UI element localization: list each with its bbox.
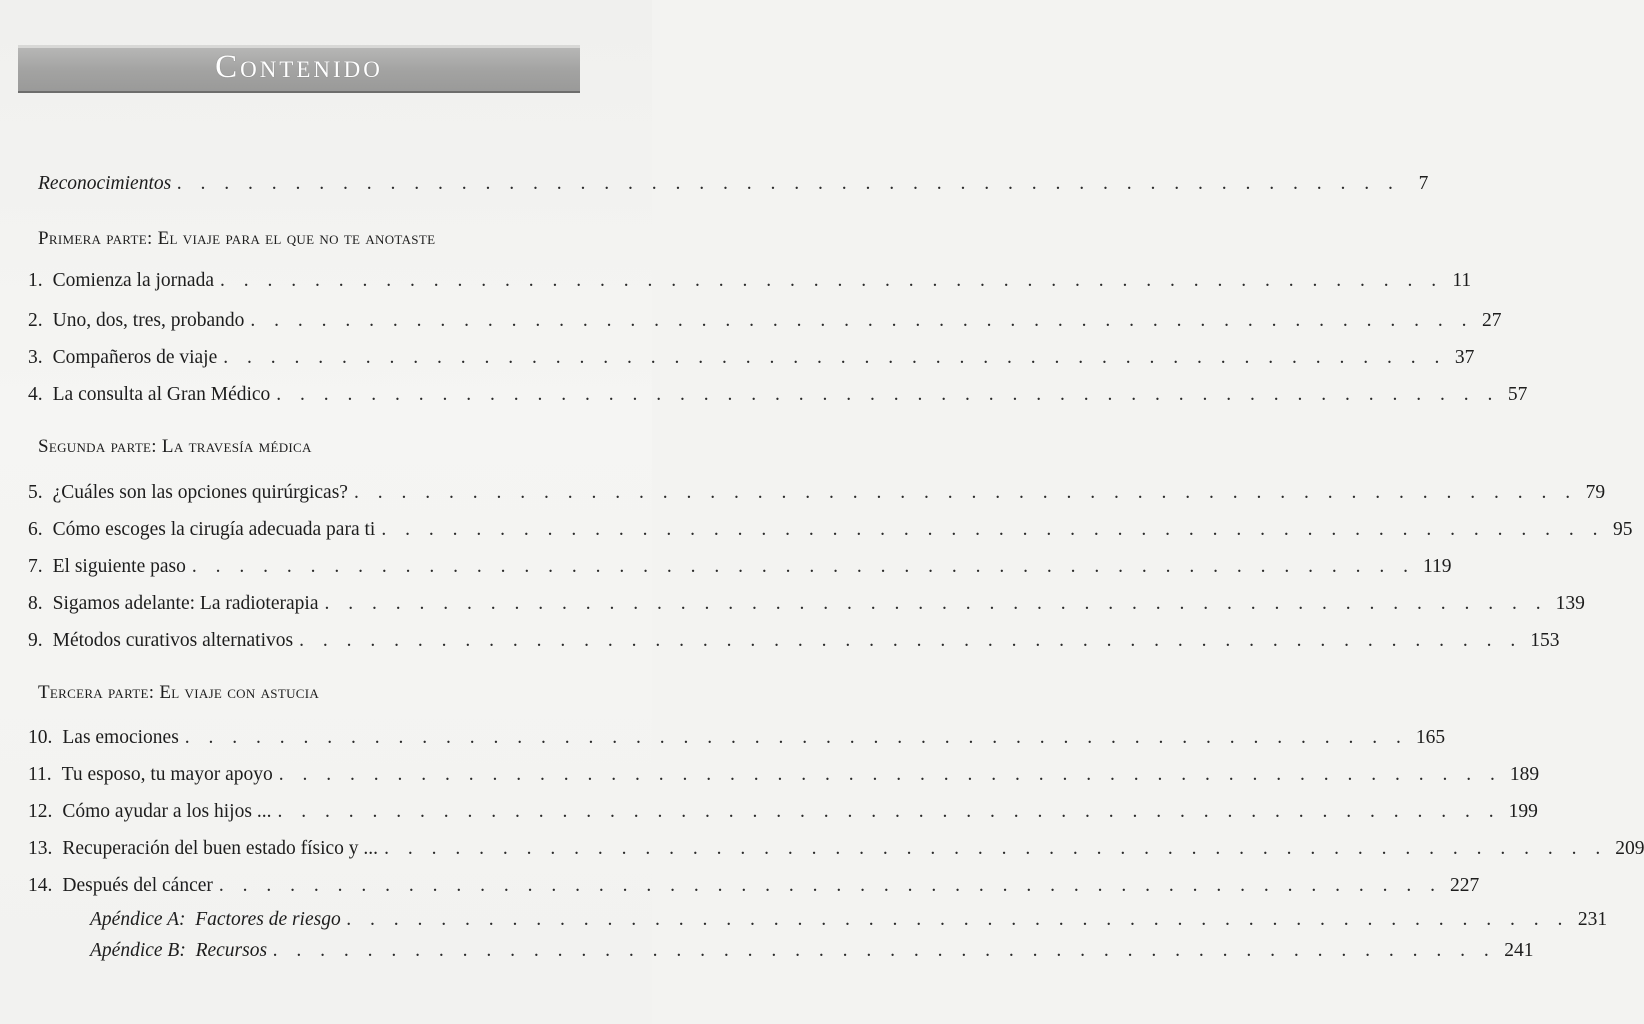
dot-leader: . . . . . . . . . . . . . . . . . . . . . . . . . . . . . . . . . . . . . . . . . . . . . . . . . . . .	[219, 270, 1444, 291]
toc-entry-page: 37	[1454, 347, 1475, 368]
toc-entry-title: Recuperación del buen estado físico y ...	[62, 838, 379, 859]
toc-entry-14[interactable]	[28, 875, 1480, 901]
toc-entry-title: Tu esposo, tu mayor apoyo	[61, 764, 273, 785]
toc-entry-number: 8.	[28, 593, 43, 614]
toc-entry-page: 165	[1415, 727, 1446, 748]
toc-entry-7[interactable]	[28, 556, 1452, 582]
toc-entry-number: 13.	[28, 838, 53, 859]
part-heading-2: Segunda parte: La travesía médica	[38, 436, 312, 457]
dot-leader: . . . . . . . . . . . . . . . . . . . . . . . . . . . . . . . . . . . . . . . . . . . . . . . . . . . .	[273, 940, 1497, 961]
dot-leader: . . . . . . . . . . . . . . . . . . . . . . . . . . . . . . . . . . . . . . . . . . . . . . . . . . . .	[381, 519, 1605, 540]
toc-entry-number: 7.	[28, 556, 43, 577]
dot-leader: . . . . . . . . . . . . . . . . . . . . . . . . . . . . . . . . . . . . . . . . . . . . . . . . . . . .	[299, 630, 1523, 651]
toc-entry-number: 6.	[28, 519, 43, 540]
toc-entry-title: La consulta al Gran Médico	[52, 384, 271, 405]
toc-entry-page: 153	[1530, 630, 1560, 651]
toc-entry-page: 11	[1452, 270, 1472, 291]
toc-entry-5[interactable]	[28, 482, 1606, 508]
dot-leader: . . . . . . . . . . . . . . . . . . . . . . . . . . . . . . . . . . . . . . . . . . . . . . . . . . . .	[353, 482, 1578, 503]
toc-entry-number: 10.	[28, 727, 53, 748]
toc-entry-front[interactable]	[38, 173, 1429, 199]
toc-entry-page: 7	[1418, 173, 1429, 194]
toc-entry-number: 9.	[28, 630, 43, 651]
toc-entry-title: Uno, dos, tres, probando	[52, 310, 245, 331]
toc-entry-title: Apéndice B: Recursos	[90, 940, 268, 961]
dot-leader: . . . . . . . . . . . . . . . . . . . . . . . . . . . . . . . . . . . . . . . . . . . . . . . . . . . .	[218, 875, 1443, 896]
toc-entry-title: Métodos curativos alternativos	[52, 630, 294, 651]
toc-entry-title: Compañeros de viaje	[52, 347, 218, 368]
toc-entry-3[interactable]	[28, 347, 1475, 373]
toc-entry-title: Cómo escoges la cirugía adecuada para ti	[52, 519, 376, 540]
toc-entry-page: 199	[1508, 801, 1538, 822]
toc-entry-13[interactable]	[28, 838, 1644, 864]
dot-leader: . . . . . . . . . . . . . . . . . . . . . . . . . . . . . . . . . . . . . . . . . . . . . . . . . . . .	[346, 909, 1570, 930]
toc-entry-page: 241	[1504, 940, 1534, 961]
toc-entry-page: 209	[1615, 838, 1644, 859]
toc-entry-page: 189	[1509, 764, 1540, 785]
dot-leader: . . . . . . . . . . . . . . . . . . . . . . . . . . . . . . . . . . . . . . . . . . . . . . . . . . . .	[223, 347, 1447, 368]
dot-leader: . . . . . . . . . . . . . . . . . . . . . . . . . . . . . . . . . . . . . . . . . . . . . . . . . . . .	[276, 384, 1500, 405]
dot-leader: . . . . . . . . . . . . . . . . . . . . . . . . . . . . . . . . . . . . . . . . . . . . . . . . . . . .	[191, 556, 1415, 577]
toc-entry-number: 11.	[28, 764, 52, 785]
dot-leader: . . . . . . . . . . . . . . . . . . . . . . . . . . . . . . . . . . . . . . . . . . . . . . . . . . . .	[384, 838, 1608, 859]
toc-entry-page: 27	[1481, 310, 1502, 331]
toc-entry-title: ¿Cuáles son las opciones quirúrgicas?	[52, 482, 348, 503]
toc-entry-2[interactable]	[28, 310, 1502, 336]
toc-entry-12[interactable]	[28, 801, 1538, 827]
toc-entry-title: El siguiente paso	[52, 556, 186, 577]
contents-header-bar	[18, 45, 580, 93]
toc-appendix-b[interactable]	[90, 940, 1534, 966]
toc-entry-number: 3.	[28, 347, 43, 368]
toc-entry-number: 4.	[28, 384, 43, 405]
dot-leader: . . . . . . . . . . . . . . . . . . . . . . . . . . . . . . . . . . . . . . . . . . . . . . . . . . . .	[324, 593, 1548, 614]
toc-entry-1[interactable]	[28, 270, 1472, 296]
toc-entry-page: 119	[1422, 556, 1452, 577]
toc-entry-11[interactable]	[28, 764, 1540, 790]
toc-entry-page: 227	[1450, 875, 1480, 896]
toc-entry-page: 139	[1555, 593, 1585, 614]
part-heading-3: Tercera parte: El viaje con astucia	[38, 682, 320, 703]
toc-entry-10[interactable]	[28, 727, 1446, 753]
toc-entry-title: Después del cáncer	[62, 875, 213, 896]
toc-entry-title: Sigamos adelante: La radioterapia	[52, 593, 319, 614]
dot-leader: . . . . . . . . . . . . . . . . . . . . . . . . . . . . . . . . . . . . . . . . . . . . . . . . . . . .	[250, 310, 1474, 331]
toc-entry-title: Las emociones	[62, 727, 179, 748]
toc-entry-page: 79	[1585, 482, 1606, 503]
toc-entry-page: 57	[1507, 384, 1528, 405]
toc-entry-number: 12.	[28, 801, 53, 822]
toc-appendix-a[interactable]	[90, 909, 1608, 935]
toc-entry-title: Comienza la jornada	[52, 270, 214, 291]
toc-entry-number: 5.	[28, 482, 43, 503]
dot-leader: . . . . . . . . . . . . . . . . . . . . . . . . . . . . . . . . . . . . . . . . . . . . . . . . . . . .	[177, 173, 1401, 194]
part-heading-1: Primera parte: El viaje para el que no te anotaste	[38, 228, 436, 249]
contents-title: Contenido	[215, 49, 383, 85]
toc-entry-number: 14.	[28, 875, 53, 896]
dot-leader: . . . . . . . . . . . . . . . . . . . . . . . . . . . . . . . . . . . . . . . . . . . . . . . . . . . .	[184, 727, 1408, 748]
dot-leader: . . . . . . . . . . . . . . . . . . . . . . . . . . . . . . . . . . . . . . . . . . . . . . . . . . . .	[278, 764, 1502, 785]
toc-entry-page: 95	[1612, 519, 1633, 540]
dot-leader: . . . . . . . . . . . . . . . . . . . . . . . . . . . . . . . . . . . . . . . . . . . . . . . . . . . .	[277, 801, 1501, 822]
toc-entry-8[interactable]	[28, 593, 1585, 619]
toc-entry-title: Reconocimientos	[38, 173, 172, 194]
toc-entry-page: 231	[1577, 909, 1608, 930]
toc-entry-title: Cómo ayudar a los hijos ...	[62, 801, 272, 822]
toc-entry-6[interactable]	[28, 519, 1633, 545]
toc-entry-title: Apéndice A: Factores de riesgo	[90, 909, 341, 930]
toc-entry-9[interactable]	[28, 630, 1560, 656]
toc-entry-4[interactable]	[28, 384, 1528, 410]
toc-entry-number: 2.	[28, 310, 43, 331]
toc-entry-number: 1.	[28, 270, 43, 291]
